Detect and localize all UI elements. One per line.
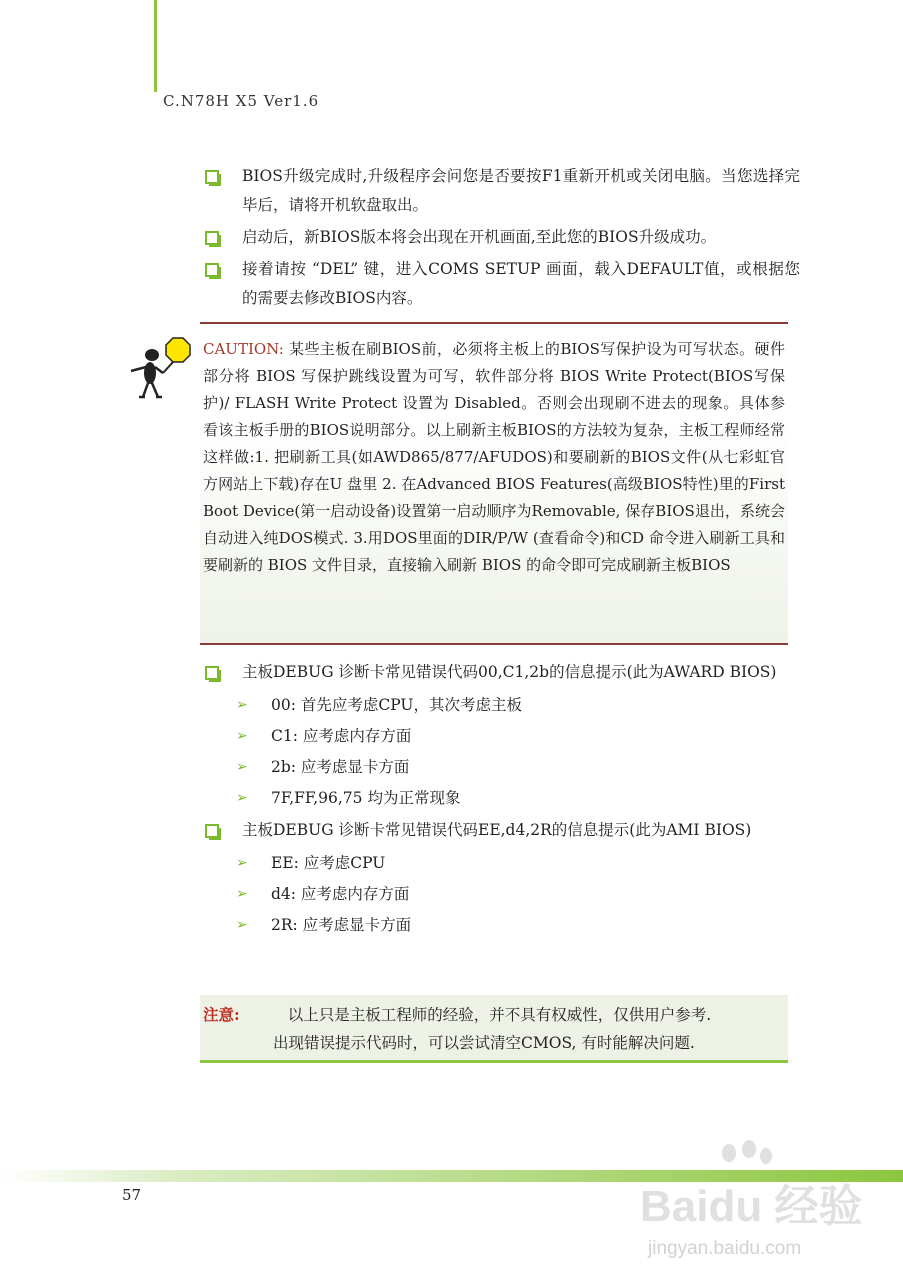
watermark-logo: Baidu 经验 [640, 1182, 863, 1231]
paw-icon [760, 1148, 772, 1164]
paw-icon [722, 1144, 736, 1162]
arrow-bullet-icon: ➢ [236, 759, 248, 775]
upgrade-steps-list [205, 162, 800, 316]
header-vertical-rule [154, 0, 157, 92]
note-label: 注意: [203, 1005, 240, 1024]
arrow-bullet-icon: ➢ [236, 790, 248, 806]
caution-figure-icon [125, 335, 195, 405]
checkbox-bullet-icon [205, 263, 219, 277]
paw-icon [742, 1140, 756, 1158]
caution-text: 某些主板在刷BIOS前，必须将主板上的BIOS写保护设为可写状态。硬件部分将 BIOS 写保护跳线设置为可写，软件部分将 BIOS Write Protect(BIOS写保护)/ FLASH Write Protect 设置为 Disabled。否则会出现刷不进去的现象。具体参看该主板手册的BIOS说明部分。以上刷新主板BIOS的方法较为复杂，主板工程师经常这样做:1. 把刷新工具(如AWD865/877/AFUDOS)和要刷新的BIOS文件(从七彩虹官方网站上下载)存在U 盘里 2. 在Advanced BIOS Features(高级BIOS特性)里的First Boot Device(第一启动设备)设置第一启动顺序为Removable, 保存BIOS退出，系统会自动进入纯DOS模式. 3.用DOS里面的DIR/P/W (查看命令)和CD 命令进入刷新工具和要刷新的 BIOS 文件目录，直接输入刷新 BIOS 的命令即可完成刷新主板BIOS [203, 340, 785, 574]
list-item: ➢ C1: 应考虑内存方面 [236, 721, 800, 752]
document-header: C.N78H X5 Ver1.6 [163, 92, 320, 110]
note-line-1: 以上只是主板工程师的经验，并不具有权威性，仅供用户参考. [287, 1006, 712, 1024]
caution-paragraph [203, 336, 785, 579]
caution-box [200, 322, 788, 645]
list-item: 接着请按 “DEL” 键，进入COMS SETUP 画面，载入DEFAULT值，或根据您的需要去修改BIOS内容。 [205, 255, 800, 313]
arrow-bullet-icon: ➢ [236, 697, 248, 713]
caution-label: CAUTION: [203, 340, 284, 358]
note-box [200, 995, 788, 1063]
list-item: BIOS升级完成时,升级程序会问您是否要按F1重新开机或关闭电脑。当您选择完毕后，请将开机软盘取出。 [205, 162, 800, 220]
watermark-url: jingyan.baidu.com [648, 1238, 802, 1259]
list-item: ➢ 7F,FF,96,75 均为正常现象 [236, 783, 800, 814]
list-item: ➢ EE: 应考虑CPU [236, 848, 800, 879]
list-item: ➢ 2b: 应考虑显卡方面 [236, 752, 800, 783]
checkbox-bullet-icon [205, 666, 219, 680]
debug-ami-title: 主板DEBUG 诊断卡常见错误代码EE,d4,2R的信息提示(此为AMI BIOS) [205, 816, 800, 845]
arrow-bullet-icon: ➢ [236, 917, 248, 933]
list-item: ➢ d4: 应考虑内存方面 [236, 879, 800, 910]
watermark [630, 1140, 880, 1270]
arrow-bullet-icon: ➢ [236, 886, 248, 902]
checkbox-bullet-icon [205, 824, 219, 838]
list-item: 启动后，新BIOS版本将会出现在开机画面,至此您的BIOS升级成功。 [205, 223, 800, 252]
checkbox-bullet-icon [205, 170, 219, 184]
arrow-bullet-icon: ➢ [236, 728, 248, 744]
note-line-2: 出现错误提示代码时，可以尝试清空CMOS, 有时能解决问题. [273, 1034, 695, 1052]
debug-award-title: 主板DEBUG 诊断卡常见错误代码00,C1,2b的信息提示(此为AWARD BIOS) [205, 658, 800, 687]
list-item: ➢ 00: 首先应考虑CPU，其次考虑主板 [236, 690, 800, 721]
debug-codes-section [205, 658, 800, 941]
checkbox-bullet-icon [205, 231, 219, 245]
page-number: 57 [122, 1186, 142, 1204]
arrow-bullet-icon: ➢ [236, 855, 248, 871]
list-item: ➢ 2R: 应考虑显卡方面 [236, 910, 800, 941]
